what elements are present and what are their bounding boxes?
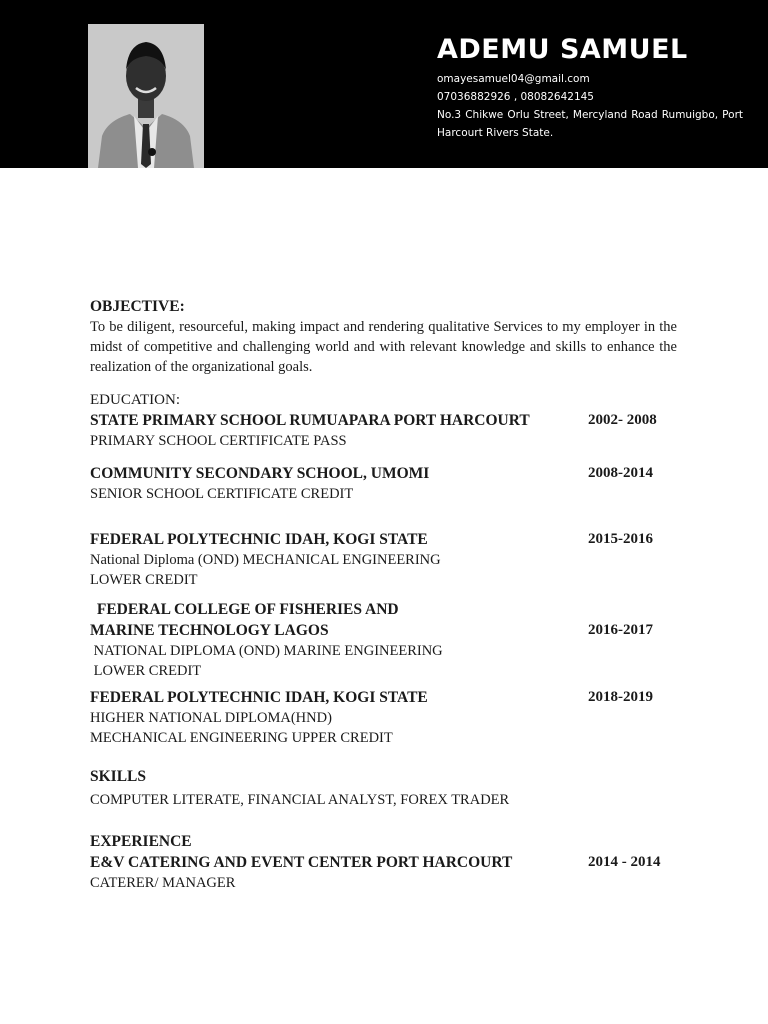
education-entry <box>90 599 678 681</box>
skills-section <box>90 766 678 810</box>
phone-numbers: 07036882926 , 08082642145 <box>437 91 594 103</box>
grade: LOWER CREDIT <box>90 663 202 679</box>
skills-heading: SKILLS <box>90 768 147 785</box>
email-text: omayesamuel04@gmail.com <box>437 73 590 85</box>
education-heading: EDUCATION: <box>90 392 180 408</box>
school-name-line2: MARINE TECHNOLOGY LAGOS <box>90 622 329 639</box>
qualification: PRIMARY SCHOOL CERTIFICATE PASS <box>90 433 347 449</box>
years: 2008-2014 <box>588 465 653 481</box>
contact-block <box>437 30 747 142</box>
years: 2014 - 2014 <box>588 854 661 870</box>
grade: LOWER CREDIT <box>90 572 198 588</box>
job-role: CATERER/ MANAGER <box>90 875 236 891</box>
years: 2016-2017 <box>588 622 653 638</box>
years: 2002- 2008 <box>588 412 657 428</box>
years: 2018-2019 <box>588 689 653 705</box>
person-portrait-icon <box>88 24 204 168</box>
education-entry <box>90 410 678 451</box>
education-entry <box>90 463 678 504</box>
skills-text: COMPUTER LITERATE, FINANCIAL ANALYST, FOREX TRADER <box>90 792 510 808</box>
objective-section <box>90 296 678 377</box>
objective-text: To be diligent, resourceful, making impact and rendering qualitative Services to my employer in the midst of competitive and challenging world and with relevant knowledge and skills to enhance the realization of the organizational goals. <box>90 319 677 375</box>
years: 2015-2016 <box>588 531 653 547</box>
experience-section <box>90 831 678 893</box>
education-entry <box>90 529 678 590</box>
experience-heading: EXPERIENCE <box>90 833 192 850</box>
candidate-name: ADEMU SAMUEL <box>437 34 688 65</box>
employer-name: E&V CATERING AND EVENT CENTER PORT HARCOURT <box>90 854 513 871</box>
education-entry <box>90 687 678 748</box>
qualification: SENIOR SCHOOL CERTIFICATE CREDIT <box>90 486 354 502</box>
school-name: COMMUNITY SECONDARY SCHOOL, UMOMI <box>90 465 430 482</box>
school-name: FEDERAL POLYTECHNIC IDAH, KOGI STATE <box>90 531 428 548</box>
address-text: No.3 Chikwe Orlu Street, Mercyland Road Rumuigbo, Port Harcourt Rivers State. <box>437 109 743 139</box>
qualification: NATIONAL DIPLOMA (OND) MARINE ENGINEERING <box>90 643 443 659</box>
grade: MECHANICAL ENGINEERING UPPER CREDIT <box>90 730 393 746</box>
school-name: STATE PRIMARY SCHOOL RUMUAPARA PORT HARCOURT <box>90 412 530 429</box>
qualification: HIGHER NATIONAL DIPLOMA(HND) <box>90 710 332 726</box>
school-name: FEDERAL POLYTECHNIC IDAH, KOGI STATE <box>90 689 428 706</box>
qualification: National Diploma (OND) MECHANICAL ENGINEERING <box>90 552 441 568</box>
school-name-line1: FEDERAL COLLEGE OF FISHERIES AND <box>93 601 399 618</box>
objective-heading: OBJECTIVE: <box>90 298 185 315</box>
profile-photo <box>88 24 204 168</box>
